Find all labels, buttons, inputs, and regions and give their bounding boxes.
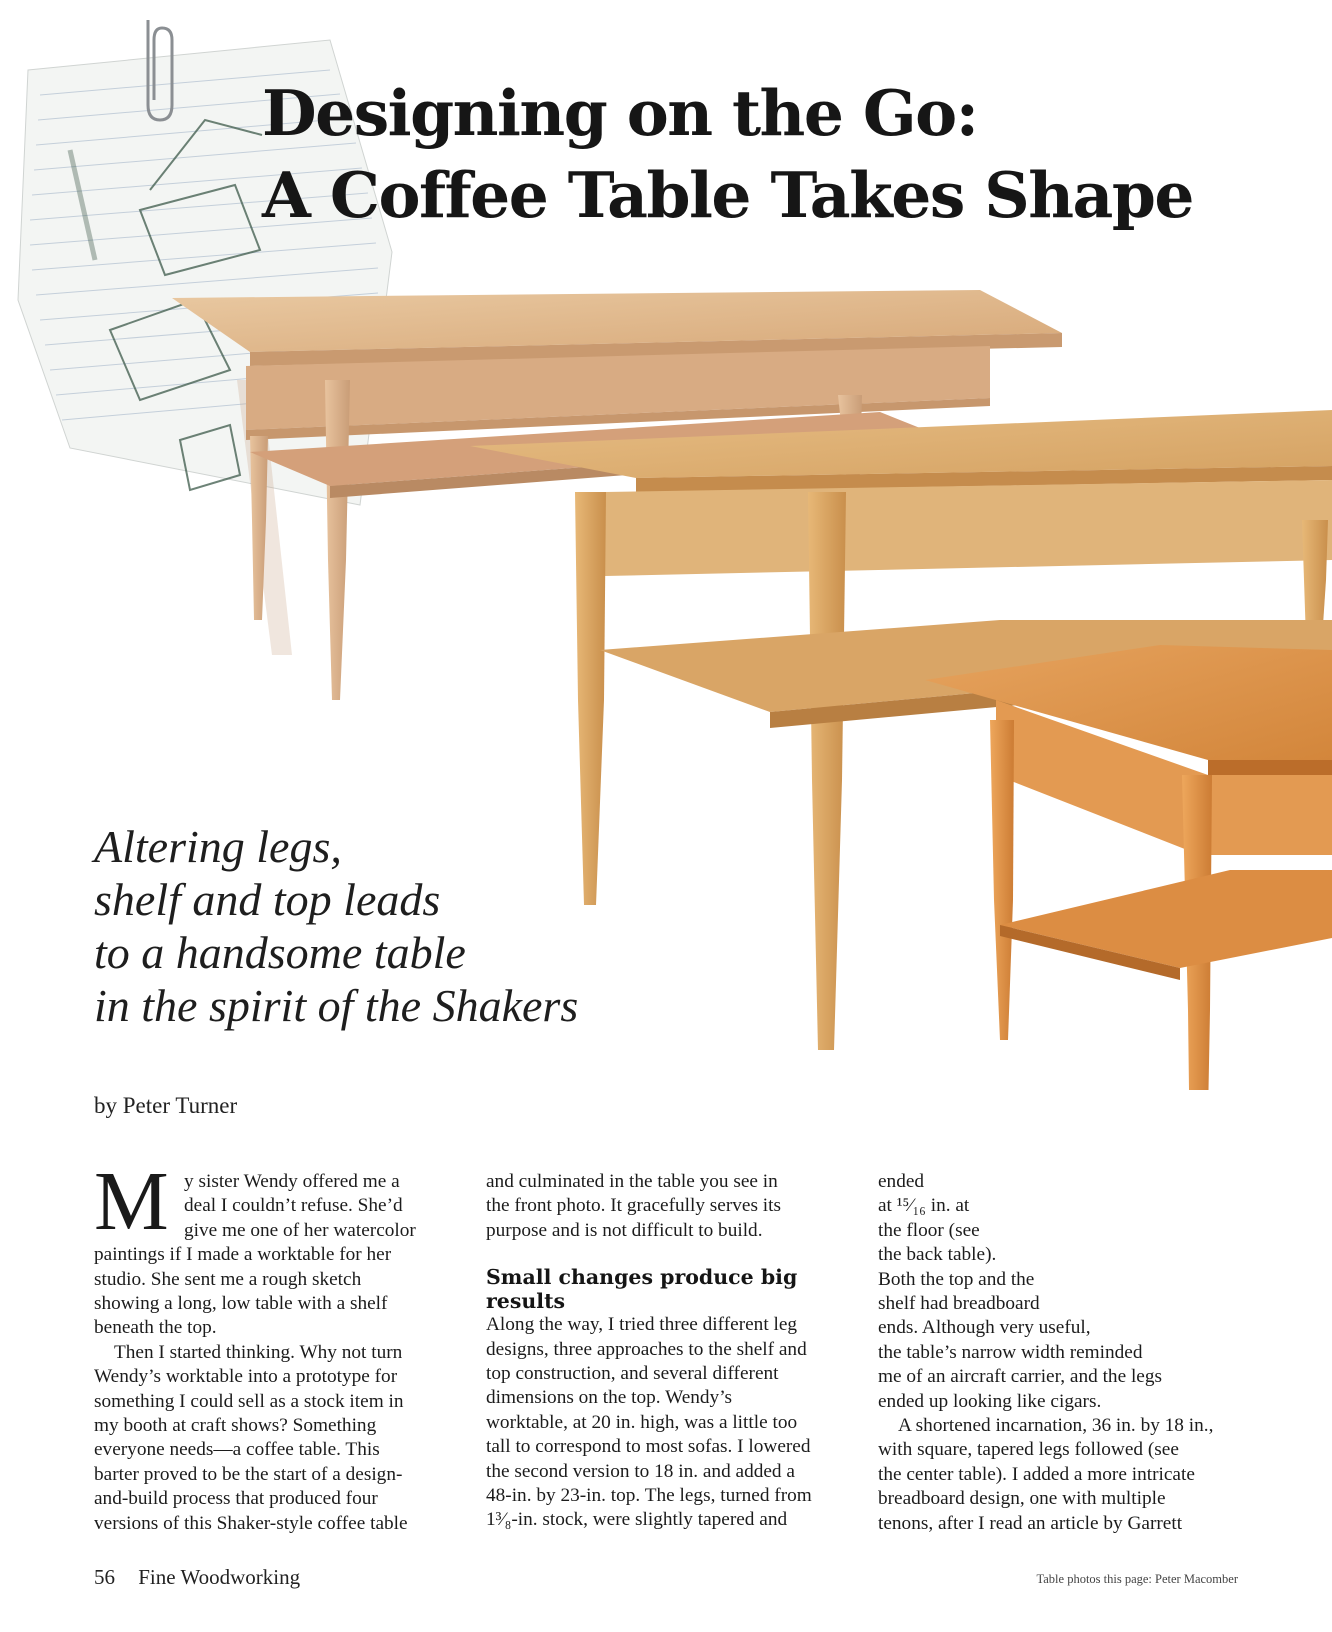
body-column-1 (94, 1170, 449, 1536)
page-number: 56 (94, 1565, 115, 1589)
headline-line-1: Designing on the Go: (262, 76, 978, 150)
paragraph: Along the way, I tried three different leg designs, three approaches to the shelf and top construction, and several different dimensions on the top. Wendy’s worktable, at 20 in. high, was a little too tall to correspond to most sofas. I lowered the second version to 18 in. and added a 48-in. by 23-in. top. The legs, turned from 1³⁄₈-in. stock, were slightly tapered and (486, 1314, 812, 1531)
paragraph: Then I started thinking. Why not turn Wendy’s worktable into a prototype for something I could sell as a stock item in my booth at craft shows? Something everyone needs—a coffee table. This barter proved to be the start of a design- and-build process that produced four versions of this Shaker-style coffee table (94, 1341, 408, 1534)
paragraph: A shortened incarnation, 36 in. by 18 in., with square, tapered legs followed (see the center table). I added a more intricate breadboard design, one with multiple tenons, after I read an article by Garrett (878, 1415, 1214, 1534)
photo-credit: Table photos this page: Peter Macomber (1036, 1572, 1238, 1586)
byline: by Peter Turner (94, 1093, 238, 1118)
article-deck (94, 820, 578, 1032)
paragraph: ended at ¹⁵⁄₁₆ in. at the floor (see the back table). Both the top and the shelf had breadboard ends. Although very useful, the table’s narrow width reminded me of an aircraft carrier, and the legs ended up looking like cigars. (878, 1171, 1163, 1412)
deck-line: to a handsome table (94, 927, 466, 978)
deck-line: shelf and top leads (94, 874, 441, 925)
article-headline (262, 72, 1193, 236)
paragraph: and culminated in the table you see in the front photo. It gracefully serves its purpose and is not difficult to build. (486, 1171, 782, 1241)
front-table (925, 645, 1332, 1090)
drop-cap: M (94, 1155, 169, 1248)
magazine-name: Fine Woodworking (138, 1565, 301, 1589)
paragraph: y sister Wendy offered me a deal I couldn’t refuse. She’d give me one of her watercolor paintings if I made a worktable for her studio. She sent me a rough sketch showing a long, low table with a shelf beneath the top. (94, 1171, 416, 1339)
deck-line: Altering legs, (94, 821, 342, 872)
headline-line-2: A Coffee Table Takes Shape (262, 158, 1194, 232)
section-subhead: Small changes produce big results (486, 1265, 798, 1314)
deck-line: in the spirit of the Shakers (94, 980, 579, 1031)
body-column-2 (486, 1170, 846, 1533)
page-footer (94, 1565, 300, 1590)
body-column-3 (878, 1170, 1228, 1536)
